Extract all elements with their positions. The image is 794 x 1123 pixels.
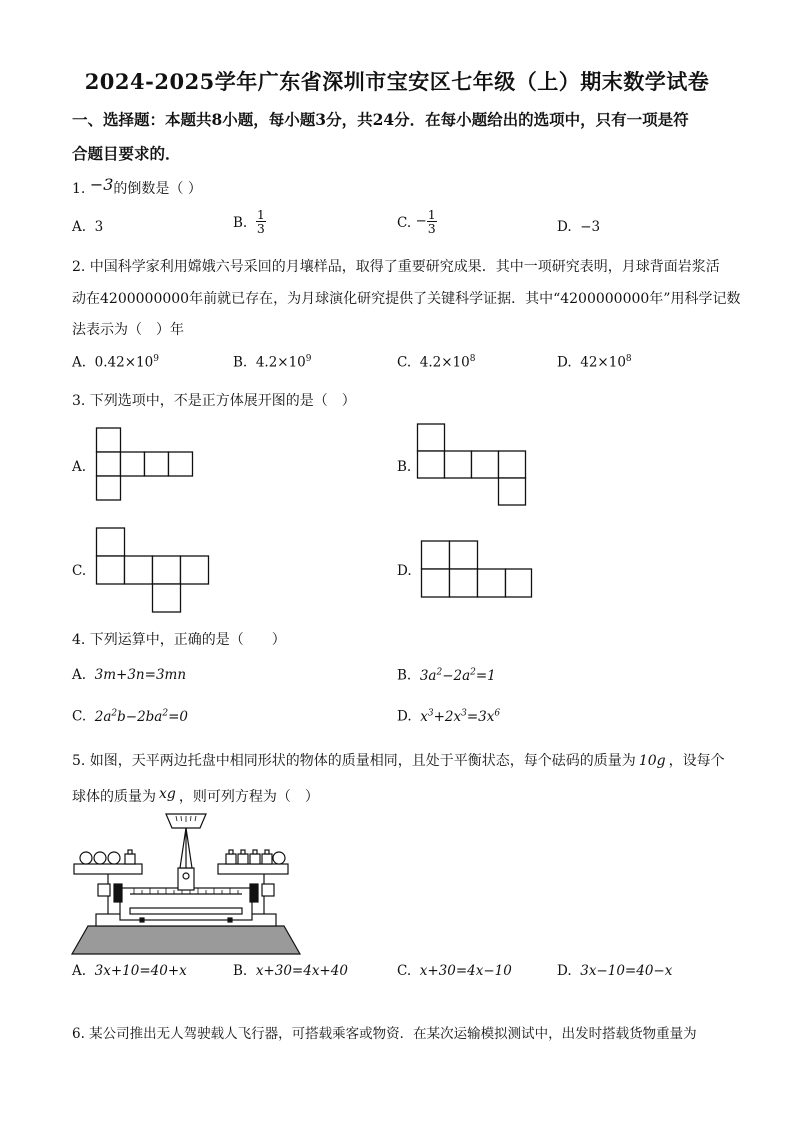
q5-option-c: C. x+30=4x−10 — [397, 963, 512, 979]
q1-option-a: A. 3 — [72, 219, 104, 235]
q3-option-b-label: B. — [397, 459, 412, 475]
q5-option-a: A. 3x+10=40+x — [72, 963, 187, 979]
section-heading-line1: 一、选择题：本题共8小题，每小题3分，共24分．在每小题给出的选项中，只有一项是符 — [72, 110, 689, 129]
question-2-line3: 法表示为（ ）年 — [72, 322, 184, 338]
q3-option-d-label: D. — [397, 563, 412, 579]
question-1 — [72, 175, 202, 198]
q4-option-c: C. $2a^2b-2ba^2=0$ — [72, 708, 188, 725]
q2-option-b: B. $4.2\times 10^9$ — [233, 354, 312, 371]
q3-option-a-label: A. — [72, 459, 87, 475]
q1-option-c: C. − $\frac{1}{3}$ — [397, 207, 436, 237]
q3-option-c-label: C. — [72, 563, 87, 579]
question-4: 4. 下列运算中，正确的是（ ） — [72, 632, 286, 648]
q1-option-d: D. −3 — [557, 219, 601, 235]
q3-net-c — [94, 527, 210, 613]
q2-option-c: C. $4.2\times 10^8$ — [397, 354, 476, 371]
question-number: 1. — [72, 181, 86, 197]
question-2-line1: 2. 中国科学家利用嫦娥六号采回的月壤样品，取得了重要研究成果．其中一项研究表明，月球背面岩浆活 — [72, 259, 720, 275]
balance-scale-figure — [68, 808, 304, 960]
fraction: $\frac{1}{3}$ — [256, 207, 265, 237]
question-3: 3. 下列选项中，不是正方体展开图的是（ ） — [72, 393, 356, 409]
q5-option-b: B. x+30=4x+40 — [233, 963, 348, 979]
question-5-line2: 球体的质量为 xg ，则可列方程为（ ） — [72, 786, 319, 805]
q5-option-d: D. 3x−10=40−x — [557, 963, 673, 979]
q2-option-d: D. $42\times 10^8$ — [557, 354, 632, 371]
q3-net-b — [416, 423, 528, 507]
page-title: 2024-2025学年广东省深圳市宝安区七年级（上）期末数学试卷 — [84, 69, 710, 94]
q3-net-a — [94, 427, 194, 503]
fraction: $\frac{1}{3}$ — [427, 207, 436, 237]
q4-option-a: A. 3m+3n=3mn — [72, 667, 187, 683]
math-expression: −3 — [89, 175, 114, 194]
section-heading-line2: 合题目要求的． — [72, 144, 181, 163]
q2-option-a: A. $0.42\times 10^9$ — [72, 354, 159, 371]
question-2-line2: 动在4200000000年前就已存在，为月球演化研究提供了关键科学证据．其中“4200000000年”用科学记数 — [72, 291, 741, 307]
question-6-line1: 6. 某公司推出无人驾驶载人飞行器，可搭载乘客或物资．在某次运输模拟测试中，出发时搭载货物重量为 — [72, 1026, 697, 1042]
q4-option-b: B. $3a^2-2a^2=1$ — [397, 667, 496, 684]
question-5-line1: 5. 如图，天平两边托盘中相同形状的物体的质量相同，且处于平衡状态，每个砝码的质量为 10g ，设每个 — [72, 753, 725, 769]
question-text: 的倒数是（ ） — [113, 181, 202, 197]
q4-option-d: D. $x^3+2x^3=3x^6$ — [397, 708, 501, 725]
q3-net-d — [420, 540, 534, 600]
q1-option-b: B. $\frac{1}{3}$ — [233, 207, 265, 237]
